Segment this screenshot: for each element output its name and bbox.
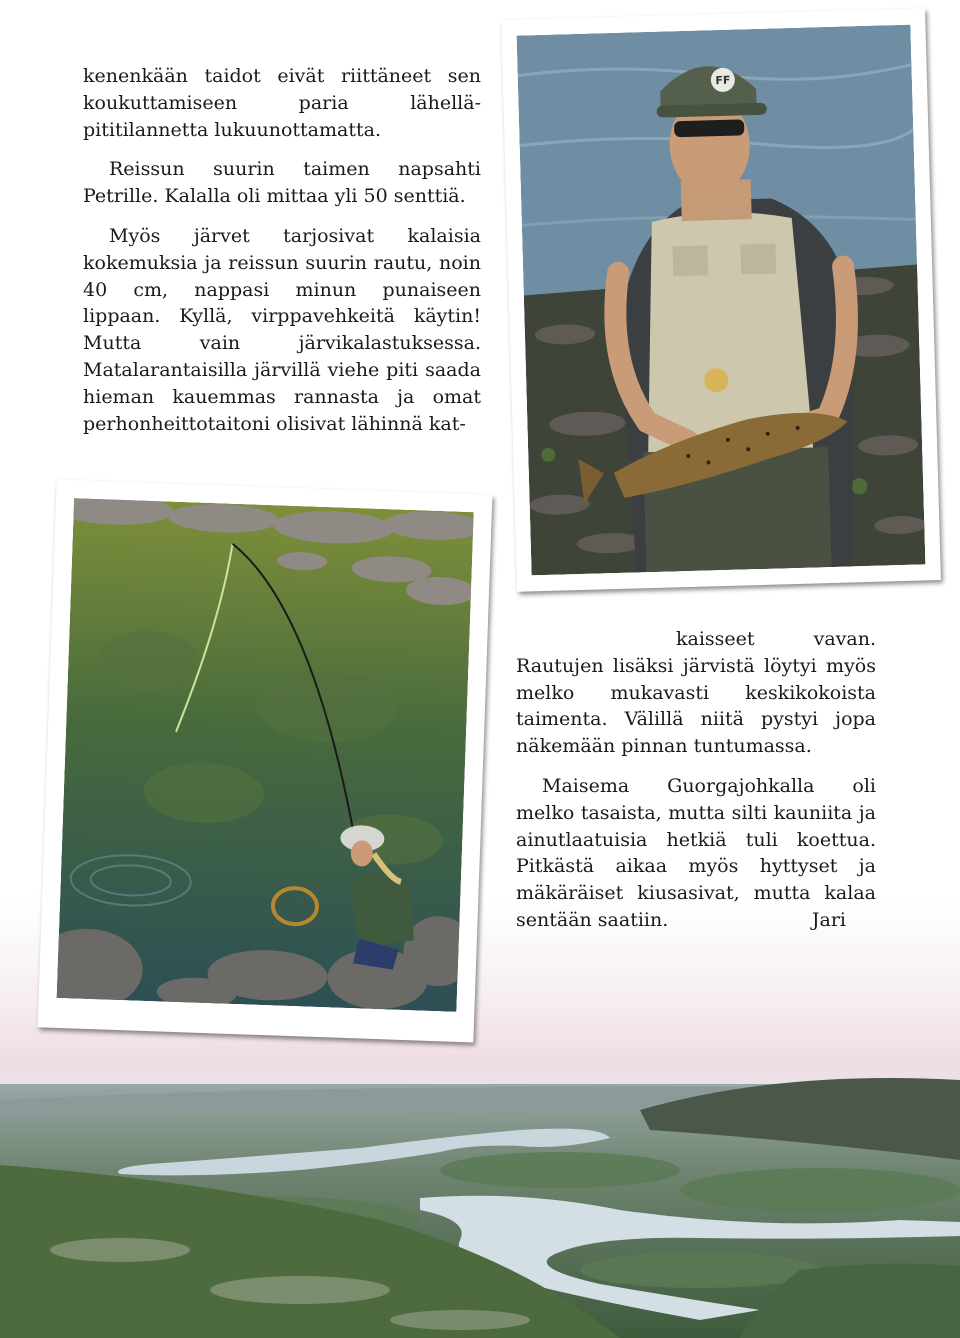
paragraph: Reissun suurin taimen napsahti Petrille. Kalalla oli mittaa yli 50 senttiä. bbox=[83, 158, 481, 208]
tundra-river-landscape bbox=[0, 1070, 960, 1338]
paragraph: Myös järvet tarjosivat kalaisia kokemuksia ja reissun suurin rautu, noin 40 cm, nappasi minun punaiseen lippaan. Kyllä, virppavehkeitä käytin! Mutta vain järvikalastuksessa. Matalarantaisilla järvillä viehe piti saada hieman kauemmas rannasta ja omat perhonheittotaitoni olisivat lähinnä kat- bbox=[83, 224, 481, 435]
article-left-column bbox=[83, 63, 481, 450]
article-right-column bbox=[516, 626, 876, 934]
paragraph: Maisema Guorgajohkalla oli melko tasaista, mutta silti kauniita ja ainutlaatuisia hetkiä tuli koettua. Pitkästä aikaa myös hyttyset ja mäkäräiset kiusasivat, mutta kalaa sentään saatiin. bbox=[516, 774, 876, 931]
author-signature: Jari bbox=[811, 908, 846, 931]
photo-frame-angler-with-trout bbox=[501, 8, 941, 592]
photo-frame-angler-in-stream bbox=[38, 480, 493, 1043]
paragraph: kaisseet vavan. Rautujen lisäksi järvistä löytyi myös melko mukavasti keskikokoista taimenta. Välillä niitä pystyi jopa näkemään pinnan tuntumassa. bbox=[516, 628, 876, 758]
photo-angler-with-trout bbox=[517, 25, 926, 576]
paragraph: kenenkään taidot eivät riittäneet sen koukuttamiseen paria lähellä-pititilannetta lukuunottamatta. bbox=[83, 65, 481, 141]
photo-angler-in-stream bbox=[57, 498, 474, 1012]
cap-logo-text: FF bbox=[715, 73, 731, 88]
